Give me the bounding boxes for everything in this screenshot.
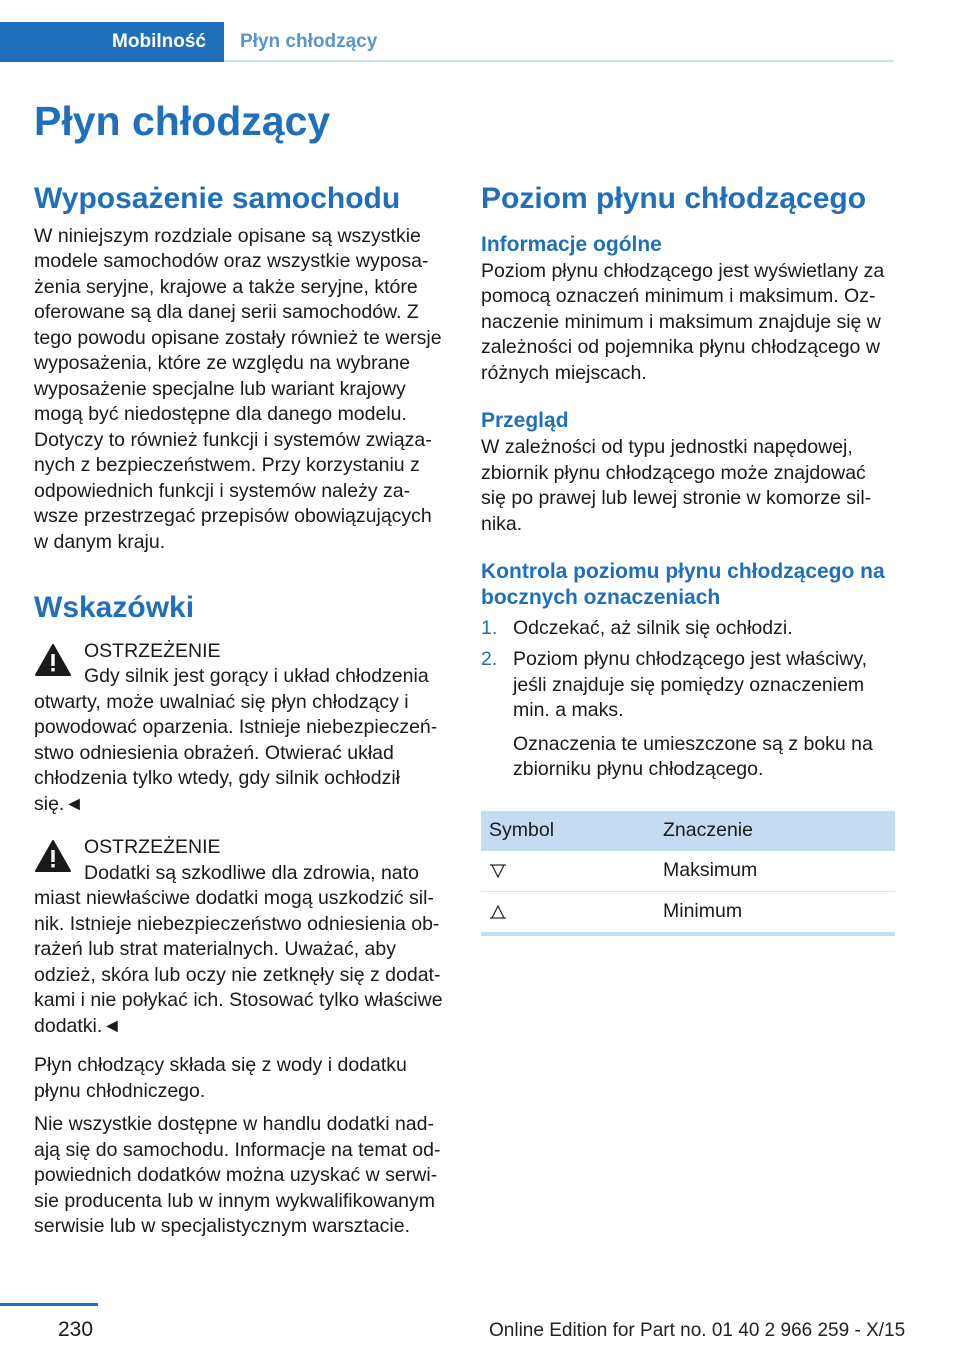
check-heading: Kontrola poziomu płynu chłodzącego na bocznych oznaczeniach <box>481 560 885 609</box>
right-column <box>481 180 895 936</box>
warning-text <box>34 664 448 817</box>
max-mark-icon <box>489 862 507 880</box>
overview-heading: Przegląd <box>481 409 569 433</box>
column-header-symbol: Symbol <box>481 811 655 851</box>
warning-triangle-icon <box>34 643 72 677</box>
list-item <box>481 616 895 642</box>
table-row <box>481 851 895 892</box>
equipment-heading: Wyposażenie samochodu <box>34 182 401 215</box>
footer-divider <box>0 1303 98 1306</box>
header-bar <box>0 0 960 64</box>
warning-text-rest: otwarty, może uwalniać się płyn chłodzący i powodować oparzenia. Istnieje niebezpieczeństwo odniesienia obrażeń. Otwierać układ chłodzenia tylko wtedy, gdy silnik ochłodził się.◄ <box>34 690 438 815</box>
page-title: Płyn chłodzący <box>34 98 331 144</box>
symbol-cell <box>481 891 655 934</box>
coolant-composition-text: Płyn chłodzący składa się z wody i dodatku płynu chłodniczego. <box>34 1054 407 1102</box>
symbol-cell <box>481 851 655 892</box>
list-item <box>481 647 895 783</box>
warning-triangle-icon <box>34 839 72 873</box>
meaning-cell: Minimum <box>655 891 895 934</box>
step-number: 1. <box>481 616 498 639</box>
warning-block <box>34 639 448 818</box>
column-header-meaning: Znaczenie <box>655 811 895 851</box>
table-row <box>481 891 895 934</box>
meaning-cell: Maksimum <box>655 851 895 892</box>
additives-text: Nie wszystkie dostępne w handlu dodatki nadają się do samochodu. Informacje na temat odpowiednich dodatków można uzyskać w serwisie producenta lub w innym wykwalifikowanym serwisie lub w specjalistycznym warsztacie. <box>34 1113 441 1237</box>
edition-text: Online Edition for Part no. 01 40 2 966 259 - X/15 <box>489 1320 906 1341</box>
warning-text <box>34 861 448 1040</box>
warning-text-first-line: Gdy silnik jest gorący i układ chłodzenia <box>84 665 429 687</box>
step-note: Oznaczenia te umieszczone są z boku na zbiorniku płynu chłodzącego. <box>513 732 873 781</box>
coolant-level-heading: Poziom płynu chłodzącego <box>481 182 867 215</box>
header-divider <box>224 60 894 62</box>
notes-heading: Wskazówki <box>34 591 195 624</box>
warning-title: OSTRZEŻENIE <box>84 639 221 662</box>
general-info-heading: Informacje ogólne <box>481 232 662 256</box>
step-number: 2. <box>481 648 498 671</box>
step-text: Poziom płynu chłodzącego jest właściwy, jeśli znajduje się pomiędzy oznaczeniem min. a maks. <box>513 648 868 722</box>
min-mark-icon <box>489 903 507 921</box>
left-column <box>34 180 448 1240</box>
warning-text-rest: miast niewłaściwe dodatki mogą uszkodzić silnik. Istnieje niebezpieczeństwo odniesienia obrażeń lub strat materialnych. Uważać, aby odzież, skóra lub oczy nie zetknęły się z dodatkami i nie połykać ich. Stosować tylko właściwe dodatki.◄ <box>34 887 443 1037</box>
warning-block <box>34 835 448 1039</box>
overview-text: W zależności od typu jednostki napędowej, zbiornik płynu chłodzącego może znajdować się po prawej lub lewej stronie w komorze silnika. <box>481 436 872 535</box>
section-tab-mobility[interactable]: Mobilność <box>0 22 224 62</box>
check-steps <box>481 616 895 783</box>
section-tab-coolant[interactable]: Płyn chłodzący <box>240 31 378 52</box>
general-info-text: Poziom płynu chłodzącego jest wyświetlany za pomocą oznaczeń minimum i maksimum. Oznaczenie minimum i maksimum znajduje się w zależności od pojemnika płynu chłodzącego w różnych miejscach. <box>481 259 885 384</box>
warning-title: OSTRZEŻENIE <box>84 836 221 858</box>
warning-text-first-line: Dodatki są szkodliwe dla zdrowia, nato <box>84 861 419 884</box>
table-header-row <box>481 811 895 851</box>
step-text: Odczekać, aż silnik się ochłodzi. <box>513 616 793 639</box>
equipment-text: W niniejszym rozdziale opisane są wszystkie modele samochodów oraz wszystkie wyposażenia seryjne, krajowe a także seryjne, które oferowane są dla danej serii samochodów. Z tego powodu opisane zostały również te wersje wyposażenia, które ze względu na wybrane wyposażenie specjalne lub wariant krajowy mogą być niedostępne dla danego modelu. Dotyczy to również funkcji i systemów związanych z bezpieczeństwem. Przy korzystaniu z odpowiednich funkcji i systemów należy zawsze przestrzegać przepisów obowiązujących w danym kraju. <box>34 224 442 553</box>
page-number: 230 <box>58 1318 94 1341</box>
symbol-table <box>481 811 895 936</box>
